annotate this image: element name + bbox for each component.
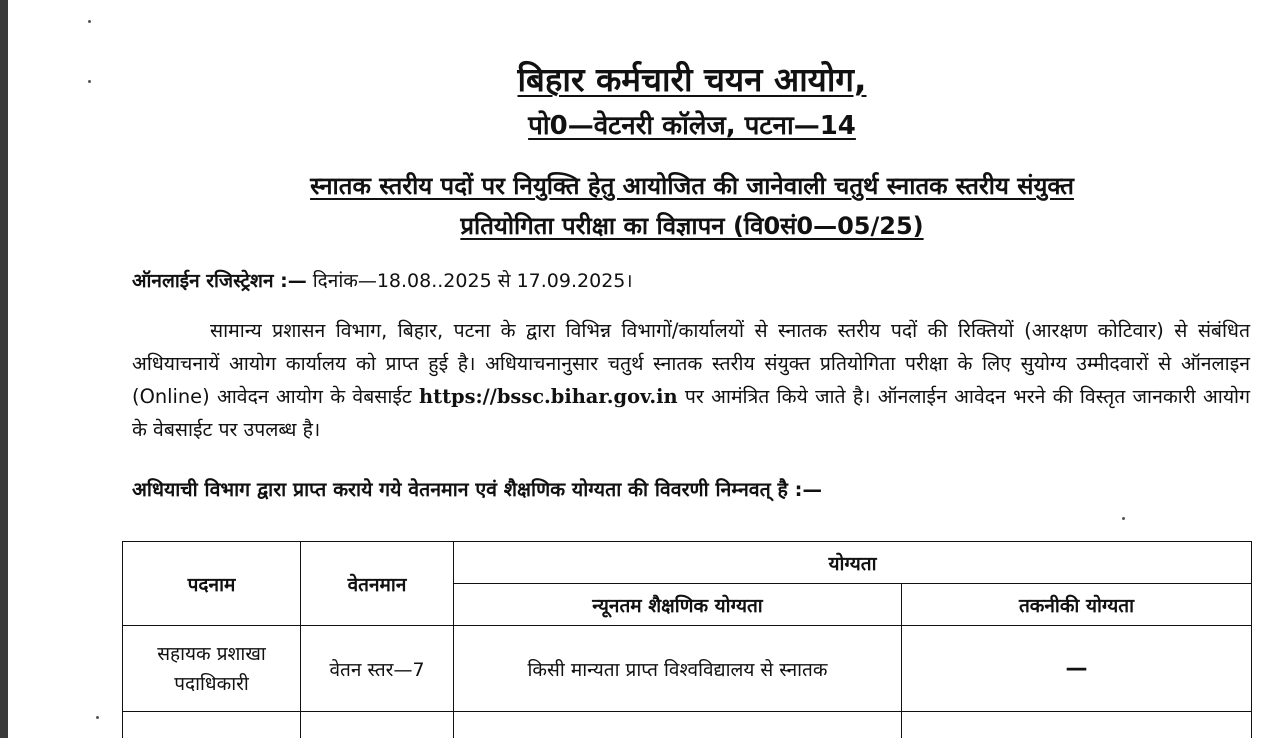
scan-speck <box>88 20 91 23</box>
table-row-partial <box>123 712 1252 738</box>
cell-min-education: किसी मान्यता प्राप्त विश्वविद्यालय से स्नातक <box>454 626 902 712</box>
registration-label: ऑनलाईन रजिस्ट्रेशन :— <box>132 270 307 292</box>
header-qualification: योग्यता <box>454 542 1252 584</box>
cell-post <box>123 626 301 712</box>
registration-dates: दिनांक—18.08..2025 से 17.09.2025। <box>312 270 633 292</box>
cell-technical: — <box>902 626 1252 712</box>
table-header-row <box>123 542 1252 584</box>
post-line2: पदाधिकारी <box>174 672 249 695</box>
body-text-part2: पर आमंत्रित किये जाते है। ऑनलाईन आवेदन भरने की विस्तृत जानकारी आयोग के वेबसाईट पर उपलब्ध है। <box>132 385 1250 441</box>
cell-empty <box>301 712 454 738</box>
table-row <box>123 626 1252 712</box>
summary-heading: अधियाची विभाग द्वारा प्राप्त कराये गये वेतनमान एवं शैक्षणिक योग्यता की विवरणी निम्नवत् है :— <box>132 478 822 501</box>
advertisement-title <box>130 166 1254 246</box>
header-post: पदनाम <box>123 542 301 626</box>
cell-empty <box>902 712 1252 738</box>
cell-empty <box>123 712 301 738</box>
cell-empty <box>454 712 902 738</box>
address-heading <box>130 106 1254 146</box>
body-paragraph <box>132 314 1250 446</box>
advertisement-title-line1: स्नातक स्तरीय पदों पर नियुक्ति हेतु आयोजित की जानेवाली चतुर्थ स्नातक स्तरीय संयुक्त <box>310 172 1074 200</box>
org-name-heading <box>130 58 1254 102</box>
header-pay: वेतनमान <box>301 542 454 626</box>
org-name: बिहार कर्मचारी चयन आयोग, <box>517 60 867 99</box>
registration-line <box>132 264 633 298</box>
scan-speck <box>88 80 91 83</box>
website-link[interactable]: https://bssc.bihar.gov.in <box>419 385 678 408</box>
header-technical: तकनीकी योग्यता <box>902 584 1252 626</box>
header-min-education: न्यूनतम शैक्षणिक योग्यता <box>454 584 902 626</box>
advertisement-title-line2: प्रतियोगिता परीक्षा का विज्ञापन (वि0सं0—05/25) <box>460 212 924 240</box>
notice-page <box>130 0 1254 738</box>
scan-left-edge <box>0 0 8 738</box>
org-address: पो0—वेटनरी कॉलेज, पटना—14 <box>528 111 856 141</box>
post-line1: सहायक प्रशाखा <box>157 642 266 665</box>
cell-pay: वेतन स्तर—7 <box>301 626 454 712</box>
body-text-part1: सामान्य प्रशासन विभाग, बिहार, पटना के द्वारा विभिन्न विभागों/कार्यालयों से स्नातक स्तरीय पदों की रिक्तियों (आरक्षण कोटिवार) से संबंधित अधियाचनायें आयोग कार्यालय को प्राप्त हुई है। अधियाचनानुसार चतुर्थ स्नातक स्तरीय संयुक्त प्रतियोगिता परीक्षा के लिए सुयोग्य उम्मीदवारों से ऑनलाइन (Online) आवेदन आयोग के वेबसाईट <box>132 319 1250 408</box>
posts-table <box>122 541 1252 738</box>
scan-speck <box>96 716 99 719</box>
